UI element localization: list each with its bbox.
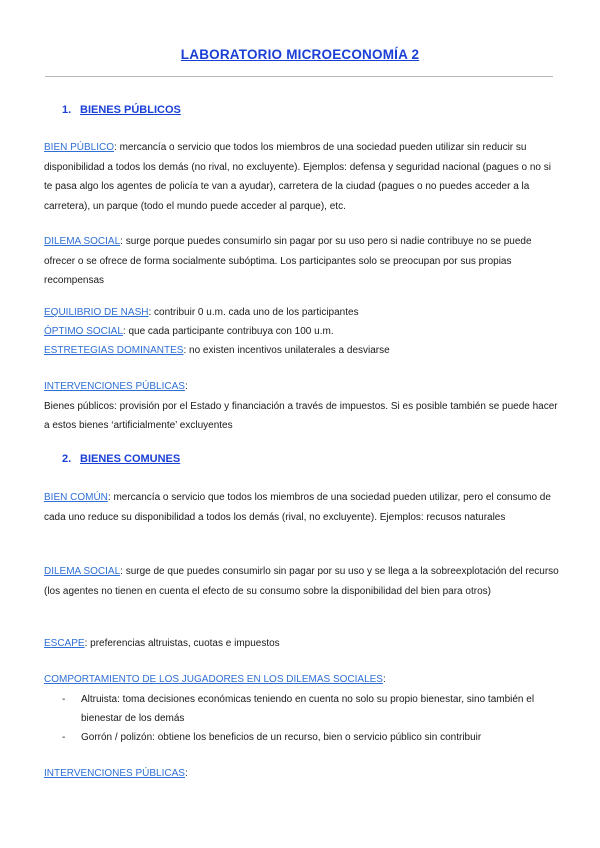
paragraph-dilema-social-2 bbox=[44, 562, 559, 601]
term-equilibrio-nash[interactable]: EQUILIBRIO DE NASH bbox=[44, 307, 149, 318]
definition-text: : surge porque puedes consumirlo sin pagar por su uso pero si nadie contribuye no se puede ofrecer o se ofrece de forma socialmente subóptima. Los participantes solo se preocupan por sus propias recompensas bbox=[44, 236, 532, 286]
colon: : bbox=[184, 381, 188, 392]
definition-text: : mercancía o servicio que todos los miembros de una sociedad pueden utilizar sin reducir su disponibilidad a todos los demás (no rival, no excluyente). Ejemplos: defensa y seguridad nacional (pagues o no si te pasa algo los agentes de policía te van a ayudar), carretera de la ciudad (pagues o no puedes acceder a la carretera), un parque (todo el mundo puede acceder al parque), etc. bbox=[44, 142, 551, 212]
colon: : bbox=[184, 768, 188, 779]
definition-text: : preferencias altruistas, cuotas e impuestos bbox=[84, 638, 280, 649]
term-bien-publico[interactable]: BIEN PÚBLICO bbox=[44, 142, 115, 153]
definition-text: : contribuir 0 u.m. cada uno de los participantes bbox=[148, 307, 359, 318]
line-optimo-social bbox=[44, 322, 559, 342]
section-number: 2. bbox=[62, 453, 72, 465]
list-item bbox=[44, 690, 559, 728]
term-dilema-social[interactable]: DILEMA SOCIAL bbox=[44, 236, 121, 247]
list-dash: - bbox=[62, 732, 66, 743]
list-item-text: Gorrón / polizón: obtiene los beneficios de un recurso, bien o servicio público sin contribuir bbox=[81, 732, 482, 743]
paragraph-intervenciones-publicas bbox=[44, 377, 559, 436]
line-escape bbox=[44, 634, 559, 654]
line-intervenciones-publicas-2 bbox=[44, 764, 559, 784]
paragraph-bien-publico bbox=[44, 138, 559, 216]
section-heading-bienes-comunes bbox=[62, 453, 180, 465]
list-item bbox=[44, 728, 559, 747]
colon: : bbox=[382, 674, 386, 685]
term-intervenciones-publicas[interactable]: INTERVENCIONES PÚBLICAS bbox=[44, 381, 185, 392]
line-estrategias-dominantes bbox=[44, 341, 559, 361]
line-comportamiento-heading bbox=[44, 670, 559, 690]
section-heading-bienes-publicos bbox=[62, 104, 181, 116]
section-label: BIENES COMUNES bbox=[80, 453, 181, 465]
title-divider bbox=[45, 76, 553, 77]
definition-text: : que cada participante contribuya con 100 u.m. bbox=[122, 326, 334, 337]
document-title: LABORATORIO MICROECONOMÍA 2 bbox=[180, 47, 420, 62]
definition-text: : mercancía o servicio que todos los miembros de una sociedad pueden utilizar, pero el consumo de cada uno reduce su disponibilidad a todos los demás (rival, no excluyente). Ejemplos: recusos naturales bbox=[44, 492, 551, 523]
paragraph-bien-comun bbox=[44, 488, 559, 527]
term-estrategias-dominantes[interactable]: ESTRETEGIAS DOMINANTES bbox=[44, 345, 184, 356]
comportamiento-list bbox=[44, 690, 559, 747]
list-dash: - bbox=[62, 694, 66, 705]
paragraph-dilema-social bbox=[44, 232, 559, 291]
list-item-text: Altruista: toma decisiones económicas teniendo en cuenta no solo su propio bienestar, sino también el bienestar de los demás bbox=[81, 694, 535, 724]
section-label: BIENES PÚBLICOS bbox=[80, 104, 181, 116]
term-comportamiento[interactable]: COMPORTAMIENTO DE LOS JUGADORES EN LOS DILEMAS SOCIALES bbox=[44, 674, 383, 685]
section-number: 1. bbox=[62, 104, 72, 116]
intervenciones-text: Bienes públicos: provisión por el Estado y financiación a través de impuestos. Si es posible también se puede hacer a estos bienes ‘artificialmente’ excluyentes bbox=[44, 400, 558, 431]
term-bien-comun[interactable]: BIEN COMÚN bbox=[44, 492, 108, 503]
term-intervenciones-publicas[interactable]: INTERVENCIONES PÚBLICAS bbox=[44, 768, 185, 779]
term-escape[interactable]: ESCAPE bbox=[44, 638, 85, 649]
definition-text: : surge de que puedes consumirlo sin pagar por su uso y se llega a la sobreexplotación del recurso (los agentes no tienen en cuenta el efecto de su consumo sobre la disponibilidad del bien para otros) bbox=[44, 566, 559, 597]
definition-text: : no existen incentivos unilaterales a desviarse bbox=[183, 345, 390, 356]
term-dilema-social[interactable]: DILEMA SOCIAL bbox=[44, 566, 121, 577]
line-equilibrio-nash bbox=[44, 303, 559, 323]
term-optimo-social[interactable]: ÓPTIMO SOCIAL bbox=[44, 326, 123, 337]
